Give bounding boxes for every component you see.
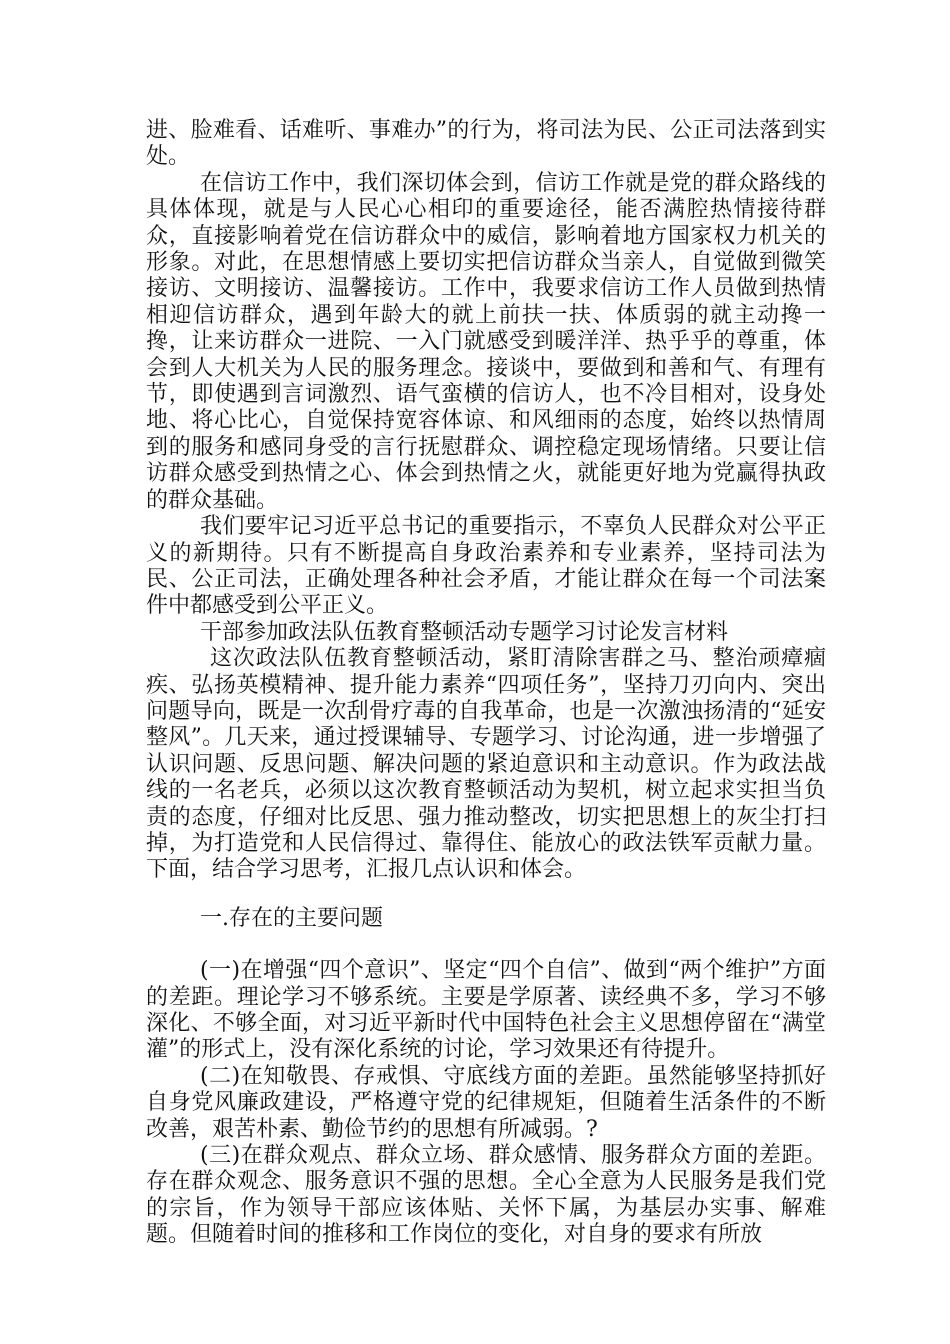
paragraph-problem-3: (三)在群众观点、群众立场、群众感情、服务群众方面的差距。存在群众观念、服务意识不强的思想。全心全意为人民服务是我们党的宗旨，作为领导干部应该体贴、关怀下属，为基层办实事、解难题。但随着时间的推移和工作岗位的变化，对自身的要求有所放 bbox=[146, 1143, 826, 1248]
paragraph-fairness: 我们要牢记习近平总书记的重要指示，不辜负人民群众对公平正义的新期待。只有不断提高自身政治素养和专业素养，坚持司法为民、公正司法，正确处理各种社会矛盾，才能让群众在每一个司法案件中都感受到公平正义。 bbox=[146, 514, 826, 619]
paragraph-problem-2: (二)在知敬畏、存戒惧、守底线方面的差距。虽然能够坚持抓好自身党风廉政建设，严格遵守党的纪律规矩，但随着生活条件的不断改善，艰苦朴素、勤俭节约的思想有所减弱。? bbox=[146, 1063, 826, 1142]
heading-main-problems: 一.存在的主要问题 bbox=[200, 905, 383, 931]
section-title: 干部参加政法队伍教育整顿活动专题学习讨论发言材料 bbox=[200, 619, 729, 645]
paragraph-rectification-intro: 这次政法队伍教育整顿活动，紧盯清除害群之马、整治顽瘴痼疾、弘扬英模精神、提升能力素养“四项任务”，坚持刀刃向内、突出问题导向，既是一次刮骨疗毒的自我革命，也是一次激浊扬清的“延安整风”。几天来，通过授课辅导、专题学习、讨论沟通，进一步增强了认识问题、反思问题、解决问题的紧迫意识和主动意识。作为政法战线的一名老兵，必须以这次教育整顿活动为契机，树立起求实担当负责的态度，仔细对比反思、强力推动整改，切实把思想上的灰尘打扫掉，为打造党和人民信得过、靠得住、能放心的政法铁军贡献力量。下面，结合学习思考，汇报几点认识和体会。 bbox=[146, 646, 826, 883]
paragraph-petition-work: 在信访工作中，我们深切体会到，信访工作就是党的群众路线的具体体现，就是与人民心心相印的重要途径，能否满腔热情接待群众，直接影响着党在信访群众中的威信，影响着地方国家权力机关的形象。对此，在思想情感上要切实把信访群众当亲人，自觉做到微笑接访、文明接访、温馨接访。工作中，我要求信访工作人员做到热情相迎信访群众，遇到年龄大的就上前扶一扶、体质弱的就主动搀一搀，让来访群众一进院、一入门就感受到暖洋洋、热乎乎的尊重，体会到人大机关为人民的服务理念。接谈中，要做到和善和气、有理有节，即使遇到言词激烈、语气蛮横的信访人，也不冷目相对，设身处地、将心比心，自觉保持宽容体谅、和风细雨的态度，始终以热情周到的服务和感同身受的言行抚慰群众、调控稳定现场情绪。只要让信访群众感受到热情之心、体会到热情之火，就能更好地为党赢得执政的群众基础。 bbox=[146, 170, 826, 513]
spacer bbox=[146, 884, 826, 906]
paragraph-continuation: 进、脸难看、话难听、事难办”的行为，将司法为民、公正司法落到实处。 bbox=[146, 118, 826, 170]
spacer bbox=[146, 932, 826, 958]
document-body bbox=[146, 118, 826, 1249]
paragraph-problem-1: (一)在增强“四个意识”、坚定“四个自信”、做到“两个维护”方面的差距。理论学习不够系统。主要是学原著、读经典不多，学习不够深化、不够全面，对习近平新时代中国特色社会主义思想停留在“满堂灌”的形式上，没有深化系统的讨论，学习效果还有待提升。 bbox=[146, 958, 826, 1063]
